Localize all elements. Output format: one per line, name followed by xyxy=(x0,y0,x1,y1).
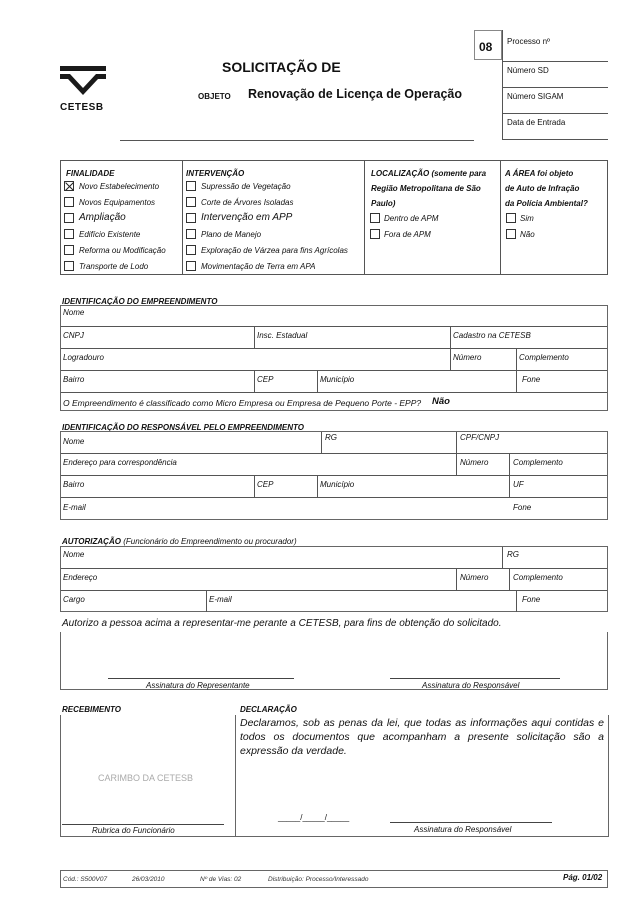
area-header xyxy=(505,168,588,210)
sig-rep-label: Assinatura do Representante xyxy=(146,681,250,690)
emp-complemento-field[interactable] xyxy=(516,348,607,369)
aut-nome-field[interactable] xyxy=(60,546,501,567)
intervencao-header: INTERVENÇÃO xyxy=(186,169,245,178)
label-movimentacao-terra: Movimentação de Terra em APA xyxy=(201,262,316,271)
objeto-value: Renovação de Licença de Operação xyxy=(248,87,462,101)
emp-fone-field[interactable] xyxy=(516,370,607,391)
emp-cadastro-field[interactable] xyxy=(450,326,607,347)
emp-municipio-field[interactable] xyxy=(317,370,515,391)
checkbox-reforma[interactable] xyxy=(64,245,74,255)
checkbox-novos-equipamentos[interactable] xyxy=(64,197,74,207)
localizacao-header xyxy=(371,168,486,210)
resp-cpf-field[interactable] xyxy=(456,431,607,452)
resp-uf-label: UF xyxy=(513,480,524,489)
aut-numero-label: Número xyxy=(460,573,489,582)
checkbox-transporte-lodo[interactable] xyxy=(64,261,74,271)
declaracao-sig-line[interactable] xyxy=(390,822,552,823)
resp-fone-field[interactable] xyxy=(509,497,607,519)
checkbox-supressao[interactable] xyxy=(186,181,196,191)
resp-cpf-label: CPF/CNPJ xyxy=(460,433,500,442)
declaracao-date[interactable]: _____/_____/_____ xyxy=(278,813,350,822)
resp-fone-label: Fone xyxy=(513,503,532,512)
resp-email-label: E-mail xyxy=(63,503,86,512)
emp-cnpj-field[interactable] xyxy=(60,326,253,347)
emp-fone-label: Fone xyxy=(522,375,541,384)
numero-sd-field[interactable] xyxy=(502,62,608,88)
aut-rg-field[interactable] xyxy=(502,546,607,567)
area-header-line3: da Polícia Ambiental? xyxy=(505,199,588,208)
emp-logradouro-field[interactable] xyxy=(60,348,449,369)
checkbox-sim[interactable] xyxy=(506,213,516,223)
label-supressao: Supressão de Vegetação xyxy=(201,182,291,191)
resp-numero-field[interactable] xyxy=(456,453,508,474)
checkbox-ampliacao[interactable] xyxy=(64,213,74,223)
cetesb-logo-icon xyxy=(60,66,106,96)
label-transporte-lodo: Transporte de Lodo xyxy=(79,262,149,271)
resp-nome-field[interactable] xyxy=(60,431,320,452)
sig-resp-line[interactable] xyxy=(390,678,560,679)
emp-cadastro-label: Cadastro na CETESB xyxy=(453,331,531,340)
footer-vias: Nº de Vias: 02 xyxy=(200,876,242,883)
emp-bairro-label: Bairro xyxy=(63,375,85,384)
autorizacao-signature-area xyxy=(60,632,608,690)
aut-endereco-field[interactable] xyxy=(60,568,455,589)
checkbox-corte-arvores[interactable] xyxy=(186,197,196,207)
declaracao-sig-label: Assinatura do Responsável xyxy=(414,825,512,834)
autorizacao-title-rest: (Funcionário do Empreendimento ou procurador) xyxy=(123,537,297,546)
checkbox-edificio-existente[interactable] xyxy=(64,229,74,239)
label-plano-manejo: Plano de Manejo xyxy=(201,230,262,239)
area-header-line2: de Auto de Infração xyxy=(505,184,580,193)
label-novo-estabelecimento: Novo Estabelecimento xyxy=(79,182,160,191)
emp-insc-field[interactable] xyxy=(254,326,449,347)
label-ampliacao: Ampliação xyxy=(79,212,126,223)
aut-cargo-field[interactable] xyxy=(60,590,205,611)
form-number: 08 xyxy=(479,40,493,54)
checkbox-movimentacao-terra[interactable] xyxy=(186,261,196,271)
numero-sigam-label: Número SIGAM xyxy=(507,92,564,101)
processo-field[interactable] xyxy=(502,30,608,62)
emp-municipio-label: Município xyxy=(320,375,355,384)
sig-resp-label: Assinatura do Responsável xyxy=(422,681,520,690)
autorizacao-title-bold: AUTORIZAÇÃO xyxy=(62,537,121,546)
resp-municipio-label: Município xyxy=(320,480,355,489)
epp-answer[interactable]: Não xyxy=(432,396,450,407)
autorizacao-statement: Autorizo a pessoa acima a representar-me perante a CETESB, para fins de obtenção do solicitado. xyxy=(62,618,502,629)
declaracao-title: DECLARAÇÃO xyxy=(240,705,297,714)
resp-complemento-label: Complemento xyxy=(513,458,563,467)
aut-cargo-label: Cargo xyxy=(63,595,85,604)
label-fora-apm: Fora de APM xyxy=(384,230,431,239)
emp-cnpj-label: CNPJ xyxy=(63,331,84,340)
emp-numero-field[interactable] xyxy=(450,348,515,369)
aut-rg-label: RG xyxy=(507,550,519,559)
processo-label: Processo nº xyxy=(507,37,550,46)
page-title: SOLICITAÇÃO DE xyxy=(222,59,341,75)
cetesb-logo xyxy=(60,66,106,113)
aut-numero-field[interactable] xyxy=(456,568,508,589)
autorizacao-title xyxy=(62,537,297,546)
label-edificio-existente: Edifício Existente xyxy=(79,230,141,239)
resp-municipio-field[interactable] xyxy=(317,475,508,496)
emp-cep-label: CEP xyxy=(257,375,274,384)
aut-nome-label: Nome xyxy=(63,550,85,559)
emp-cep-field[interactable] xyxy=(254,370,316,391)
aut-fone-field[interactable] xyxy=(516,590,607,611)
footer-date: 26/03/2010 xyxy=(132,876,165,883)
rubrica-line[interactable] xyxy=(62,824,224,825)
logo-text: CETESB xyxy=(60,102,104,113)
aut-complemento-field[interactable] xyxy=(509,568,607,589)
label-nao: Não xyxy=(520,230,535,239)
declaracao-text: Declaramos, sob as penas da lei, que todas as informações aqui contidas e todos os documentos que acompanham a presente solicitação são a expressão da verdade. xyxy=(240,717,604,757)
resp-uf-field[interactable] xyxy=(509,475,607,496)
emp-nome-label: Nome xyxy=(63,308,85,317)
finalidade-header: FINALIDADE xyxy=(66,169,115,178)
footer-dist: Distribuição: Processo/Interessado xyxy=(268,876,369,883)
label-exploracao-varzea: Exploração de Várzea para fins Agrícolas xyxy=(201,246,348,255)
carimbo-placeholder[interactable]: CARIMBO DA CETESB xyxy=(98,773,194,783)
resp-numero-label: Número xyxy=(460,458,489,467)
aut-email-label: E-mail xyxy=(209,595,232,604)
label-intervencao-app: Intervenção em APP xyxy=(201,212,293,223)
resp-cep-label: CEP xyxy=(257,480,274,489)
checkbox-dentro-apm[interactable] xyxy=(370,213,380,223)
localizacao-header-line3: Paulo) xyxy=(371,199,396,208)
resp-email-field[interactable] xyxy=(60,497,508,519)
localizacao-header-line1: LOCALIZAÇÃO (somente para xyxy=(371,169,487,178)
emp-complemento-label: Complemento xyxy=(519,353,569,362)
checkbox-nao[interactable] xyxy=(506,229,516,239)
aut-email-field[interactable] xyxy=(206,590,515,611)
label-corte-arvores: Corte de Árvores Isoladas xyxy=(201,198,294,207)
numero-sd-label: Número SD xyxy=(507,66,549,75)
emp-nome-field[interactable] xyxy=(60,305,608,325)
label-novos-equipamentos: Novos Equipamentos xyxy=(79,198,156,207)
resp-complemento-field[interactable] xyxy=(509,453,607,474)
sig-rep-line[interactable] xyxy=(108,678,294,679)
emp-numero-label: Número xyxy=(453,353,482,362)
checkbox-intervencao-app[interactable] xyxy=(186,213,196,223)
checkbox-fora-apm[interactable] xyxy=(370,229,380,239)
recebimento-title: RECEBIMENTO xyxy=(62,705,121,714)
form-number-box xyxy=(474,30,502,60)
label-sim: Sim xyxy=(520,214,534,223)
emp-insc-label: Insc. Estadual xyxy=(257,331,308,340)
resp-nome-label: Nome xyxy=(63,437,85,446)
resp-cep-field[interactable] xyxy=(254,475,316,496)
aut-complemento-label: Complemento xyxy=(513,573,563,582)
checkbox-exploracao-varzea[interactable] xyxy=(186,245,196,255)
rubrica-label: Rubrica do Funcionário xyxy=(92,826,175,835)
checkbox-plano-manejo[interactable] xyxy=(186,229,196,239)
resp-endereco-label: Endereço para correspondência xyxy=(63,458,177,467)
resp-endereco-field[interactable] xyxy=(60,453,455,474)
objeto-label: OBJETO xyxy=(198,92,231,101)
footer-page: Pág. 01/02 xyxy=(563,873,603,882)
emp-logradouro-label: Logradouro xyxy=(63,353,104,362)
label-reforma: Reforma ou Modificação xyxy=(79,246,166,255)
footer-cod: Cód.: S500V07 xyxy=(63,876,108,883)
numero-sigam-field[interactable] xyxy=(502,88,608,114)
resp-bairro-field[interactable] xyxy=(60,475,253,496)
epp-question: O Empreendimento é classificado como Micro Empresa ou Empresa de Pequeno Porte - EPP? xyxy=(63,398,422,408)
aut-endereco-label: Endereço xyxy=(63,573,98,582)
resp-rg-field[interactable] xyxy=(321,431,456,452)
localizacao-header-line2: Região Metropolitana de São xyxy=(371,184,481,193)
responsavel-title: IDENTIFICAÇÃO DO RESPONSÁVEL PELO EMPREENDIMENTO xyxy=(62,423,304,432)
data-entrada-label: Data de Entrada xyxy=(507,118,566,127)
aut-fone-label: Fone xyxy=(522,595,541,604)
label-dentro-apm: Dentro de APM xyxy=(384,214,439,223)
empreendimento-title: IDENTIFICAÇÃO DO EMPREENDIMENTO xyxy=(62,297,218,306)
area-header-line1: A ÁREA foi objeto xyxy=(505,169,574,178)
checkbox-novo-estabelecimento[interactable] xyxy=(64,181,74,191)
data-entrada-field[interactable] xyxy=(502,114,608,140)
resp-bairro-label: Bairro xyxy=(63,480,85,489)
resp-rg-label: RG xyxy=(325,433,337,442)
emp-bairro-field[interactable] xyxy=(60,370,253,391)
